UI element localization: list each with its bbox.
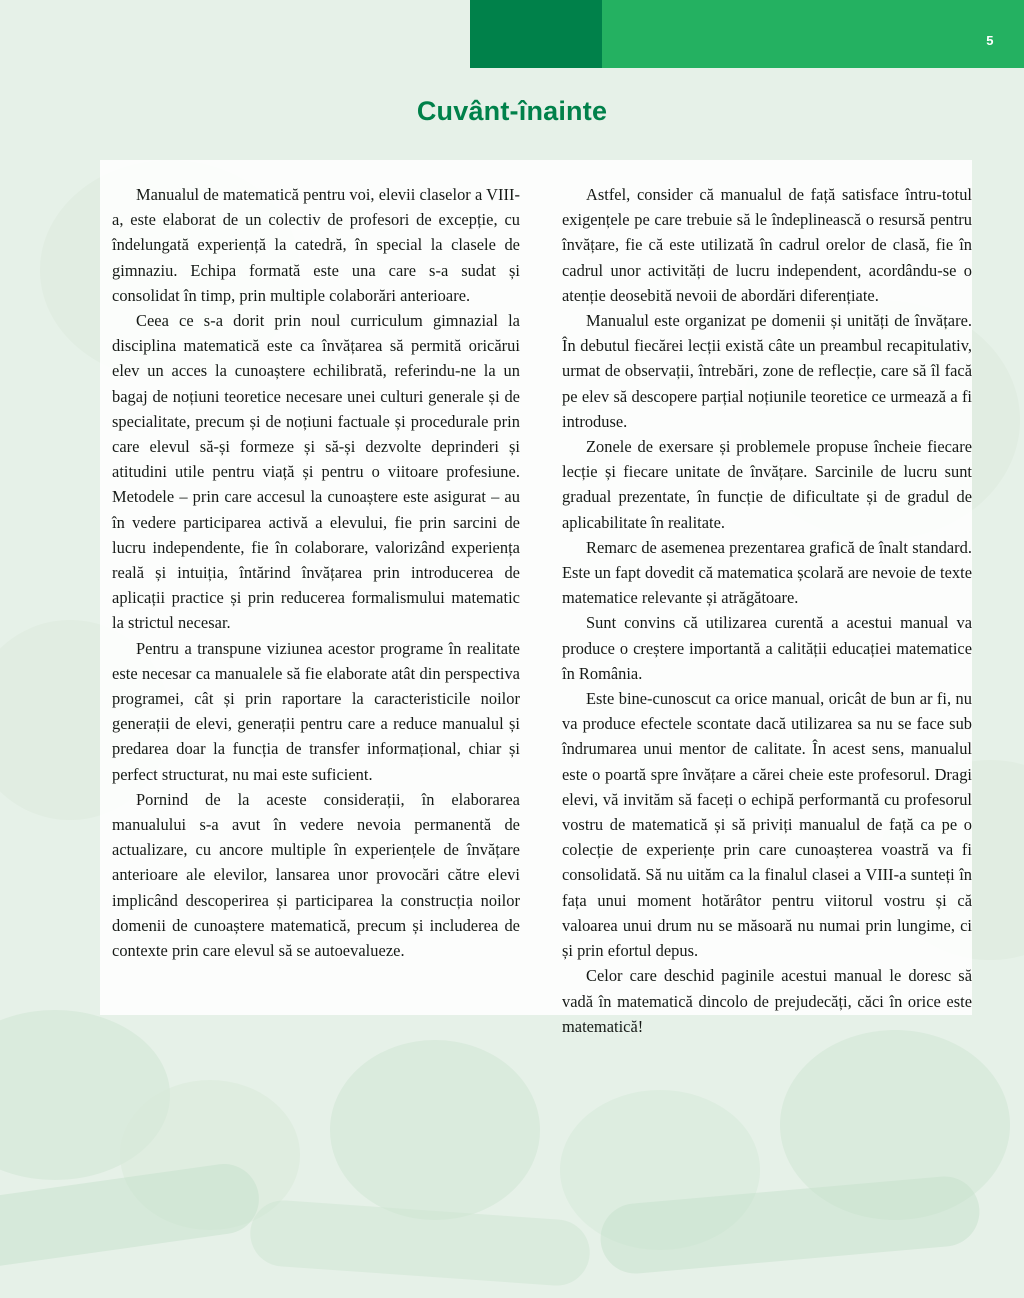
header-band-dark [470,0,602,68]
page-title: Cuvânt-înainte [416,96,608,126]
column-left [100,182,520,1015]
page-number: 5 [986,33,994,48]
paragraph: Pentru a transpune viziunea acestor programe în realitate este necesar ca manualele să fie elaborate atât din perspectiva programei, cât și prin raportare la caracteristicile noilor generații de elevi, generații pentru care a reduce manualul și predarea doar la funcția de transfer informațional, chiar și perfect structurat, nu mai este suficient. [112,638,520,784]
header-band-light [602,0,1024,68]
paragraph: Astfel, consider că manualul de față satisface întru-totul exigențele pe care trebuie să le îndeplinească o resursă pentru învățare, fie că este utilizată în cadrul orelor de clasă, fie în cadrul unor activități de lucru independent, acordându-se o atenție deosebită nevoii de abordări diferențiate. [562,185,972,305]
paragraph: Manualul este organizat pe domenii și unități de învățare. În debutul fiecărei lecții există câte un preambul recapitulativ, urmat de observații, întrebări, zone de reflecție, care să îl facă pe elev să descopere parțial noțiunile teoretice ce urmează a fi introduse. [562,311,972,431]
paragraph: Pornind de la aceste considerații, în elaborarea manualului s-a avut în vedere nevoia permanentă de actualizare, cu ancore multiple în experiențele de învățare anterioare ale elevilor, lansarea unor provocări către elevi implicând descoperirea și participarea la construcția noilor domenii de cunoaștere matematică, precum și includerea de contexte prin care elevul să se autoevalueze. [112,789,520,961]
content-panel [100,160,972,1036]
paragraph: Este bine-cunoscut ca orice manual, oricât de bun ar fi, nu va produce efectele scontate dacă utilizarea sa nu se face sub îndrumarea unui mentor de calitate. În acest sens, manualul este o poartă spre învățare a cărei cheie este profesorul. Dragi elevi, vă invităm să faceți o echipă performantă cu profesorul vostru de matematică și să priviți manualul de față ca pe o colecție de experiențe prin care cunoașterea voastră va fi consolidată. Să nu uităm ca la finalul clasei a VIII-a sunteți în fața unui moment hotărâtor pentru viitorul vostru și că valoarea unui drum nu se măsoară nu numai prin lungime, ci și prin efortul depus. [562,689,972,961]
text-columns [100,160,972,1036]
column-right [552,182,972,1036]
paragraph: Manualul de matematică pentru voi, elevii claselor a VIII-a, este elaborat de un colectiv de profesori de excepție, cu îndelungată experiență la catedră, în special la clasele de gimnaziu. Echipa formată este una care s-a sudat și consolidat în timp, prin multiple colaborări anterioare. [112,185,520,305]
paragraph: Zonele de exersare și problemele propuse încheie fiecare lecție și fiecare unitate de învățare. Sarcinile de lucru sunt gradual prezentate, în funcție de dificultate și de gradul de aplicabilitate în realitate. [562,437,972,532]
paragraph: Remarc de asemenea prezentarea grafică de înalt standard. Este un fapt dovedit că matematica școlară are nevoie de texte matematice relevante și atrăgătoare. [562,537,972,608]
paragraph: Ceea ce s-a dorit prin noul curriculum gimnazial la disciplina matematică este ca învățarea să permită oricărui elev un acces la cunoaștere echilibrată, referindu-ne la un bagaj de noțiuni teoretice necesare unei culturi generale și de specialitate, precum și de noțiuni factuale și procedurale prin care elevul să-și formeze și să-și dezvolte deprinderi și atitudini utile pentru viață și pentru o viitoare profesiune. Metodele – prin care accesul la cunoaștere este asigurat – au în vedere participarea activă a elevului, fie prin sarcini de lucru independente, fie în colaborare, valorizând experiența reală și intuiția, întărind învățarea prin introducerea de aplicații practice și prin reducerea formalismului matematic la strictul necesar. [112,311,520,633]
paragraph: Celor care deschid paginile acestui manual le doresc să vadă în matematică dincolo de prejudecăți, căci în orice este matematică! [562,966,972,1036]
paragraph: Sunt convins că utilizarea curentă a acestui manual va produce o creștere importantă a calității educației matematice în România. [562,613,972,683]
header-band [0,0,1024,68]
